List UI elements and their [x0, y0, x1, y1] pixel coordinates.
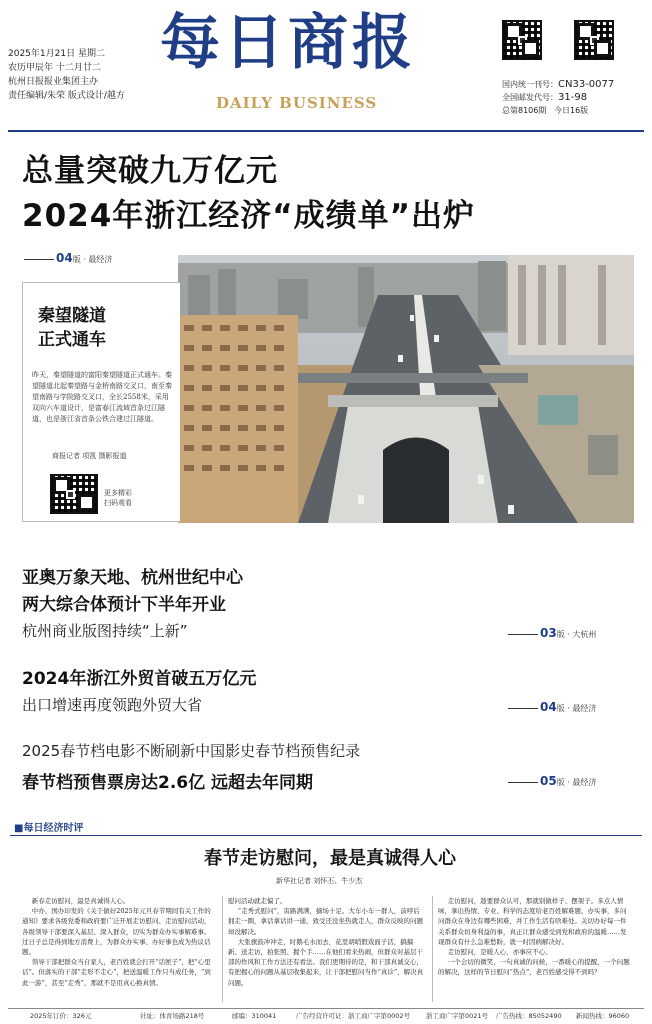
story-1-ref-num: 03 — [540, 626, 557, 640]
footer-zip: 邮编：310041 — [232, 1012, 277, 1020]
story-3-page-ref[interactable] — [508, 774, 596, 788]
newspaper-logo-en: DAILY BUSINESS — [216, 94, 378, 112]
paragraph: 慰问活动就走偏了。 — [228, 897, 287, 905]
footer-price: 2025年订价：326元 — [30, 1012, 92, 1020]
story-3-prehead: 2025春节档电影不断刷新中国影史春节档预售纪录 — [22, 742, 361, 760]
story-2-headline[interactable]: 2024年浙江外贸首破五万亿元 — [22, 669, 257, 689]
story-2-ref-label: 版 · 最经济 — [556, 704, 597, 713]
tunnel-photo[interactable] — [178, 255, 634, 523]
story-1-headline-1[interactable]: 亚奥万象天地、杭州世纪中心 — [22, 568, 243, 588]
footer-ad-license-2: 浙工商广字第0021号 — [426, 1012, 489, 1020]
lead-headline-2[interactable]: 2024年浙江经济“成绩单”出炉 — [22, 198, 476, 234]
publication-info — [502, 78, 614, 117]
column-divider — [222, 896, 223, 1002]
story-2-ref-num: 04 — [540, 700, 557, 714]
qr-code-icon[interactable] — [50, 474, 98, 514]
story-3-ref-label: 版 · 最经济 — [556, 778, 597, 787]
qr-label-2: 扫码观看 — [104, 499, 132, 507]
footer-address: 社址：体育场路218号 — [140, 1012, 205, 1020]
commentary-column-3 — [438, 896, 632, 1004]
photo-story-title-1: 秦望隧道 — [38, 306, 106, 326]
post-value: 31-98 — [558, 92, 588, 103]
lead-ref-num: 04 — [56, 251, 73, 265]
photo-story-text: 昨天，秦望隧道的富阳秦望隧道正式通车。秦望隧道北起秦望路与金桥南路交叉口，南至秦望南路与学院路交叉口，全长2558米，采用双向六车道设计，是富春江流域首条过江隧道，也是浙江省首条公铁合建过江隧道。 — [32, 371, 172, 423]
footer-news-phone: 新闻热线：96060 — [576, 1012, 630, 1020]
issue-number: 总第8106期 — [502, 106, 547, 115]
lead-page-ref[interactable] — [24, 251, 112, 265]
story-1-subhead: 杭州商业版图持续“上新” — [22, 622, 188, 640]
story-2-page-ref[interactable] — [508, 700, 596, 714]
footer-ad-license-1: 广告经营许可证：浙工商广字第0002号 — [296, 1012, 411, 1020]
sponsor: 杭州日报报业集团主办 — [8, 77, 99, 87]
commentary-banner — [10, 818, 642, 836]
lead-ref-label: 版 · 最经济 — [72, 255, 113, 264]
paragraph: 一个会切的微笑，一句真诚的问候，一番暖心的提醒，一个问题的解决，这样的节日慰问“热点”，老百姓感受得不到吗？ — [438, 958, 630, 977]
story-3-ref-num: 05 — [540, 774, 557, 788]
footer-divider — [8, 1008, 644, 1009]
story-1-ref-label: 版 · 大杭州 — [556, 630, 597, 639]
paragraph: 领导干部把群众当自家人，老百姓就会打开“话匣子”，把“心里话”。但落实的干部“走形不走心”，把送温暖工作只当成任务，“到此一游”，甚至“走秀”，那就不是用真心换真情。 — [22, 958, 211, 987]
masthead-divider — [8, 130, 644, 132]
commentary-tag-label: 每日经济时评 — [23, 823, 84, 834]
story-2-subhead: 出口增速再度领跑外贸大省 — [22, 696, 203, 714]
post-label: 全国邮发代号： — [502, 93, 558, 102]
commentary-title[interactable]: 春节走访慰问，最是真诚得人心 — [204, 848, 456, 869]
qr-label — [104, 488, 132, 508]
cn-value: CN33-0077 — [558, 79, 615, 90]
paragraph: 走访慰问，趁要群众认可，那就别做样子、摆架子。多点人情味，拿出热情、专业、科学的态度给老百姓解难题、办实事，多问问群众在身边有哪些困难，并工作生活有啥难处。关切办好每一件关系群众切身利益的事，真正让群众感受到党和政府的温暖……发现群众有什么急难愁盼，就一时因病解决好。 — [438, 897, 627, 946]
column-divider — [432, 896, 433, 1002]
lead-headline-1[interactable]: 总量突破九万亿元 — [22, 153, 278, 189]
story-3-headline[interactable]: 春节档预售票房达2.6亿 远超去年同期 — [22, 773, 314, 793]
commentary-column-2 — [228, 896, 426, 1004]
page-count: 今日16版 — [554, 106, 589, 115]
editors: 责任编辑/朱荣 版式设计/越方 — [8, 91, 125, 101]
qr-code-icon[interactable] — [502, 20, 542, 60]
newspaper-logo: 每日商报 — [160, 8, 416, 78]
paragraph: 中办、国办印发的《关于做好2025年元旦春节期间有关工作的通知》要求各级党委和政府要广泛开展走访慰问、走访慰问活动，各级领导干部要深入基层、深入群众，切实为群众办实事解难事。过日子总是得到地方消费上，为群众办实事、办好事也成为热议话题。 — [22, 907, 211, 957]
qr-code-icon[interactable] — [574, 20, 614, 60]
story-1-headline-2[interactable]: 两大综合体预计下半年开业 — [22, 595, 226, 615]
photo-story-title-2: 正式通车 — [38, 330, 106, 350]
qr-label-1: 更多精彩 — [104, 489, 132, 497]
photo-story-title[interactable] — [38, 304, 106, 352]
lunar-date: 农历甲辰年 十二月廿二 — [8, 63, 101, 73]
paragraph: “走秀式慰问”，害路满满，摘场十足。大车小车一群人，前呼后拥走一圈，拿话拿话讲一通，致受还没坐热就走人，群众反映的问题却没解决。 — [228, 907, 423, 936]
cn-label: 国内统一刊号： — [502, 80, 558, 89]
masthead-info — [8, 47, 125, 103]
paragraph: 新春走访慰问，最是真诚得人心。 — [31, 897, 130, 905]
photo-credit: 商报记者 项凯 摄影报道 — [52, 452, 127, 460]
paragraph: 走访慰问，是暖人心，亦事应不心。 — [447, 948, 552, 957]
footer-ad-phone: 广告热线：85052490 — [496, 1012, 562, 1020]
issue-date: 2025年1月21日 星期二 — [8, 49, 105, 59]
commentary-byline: 新华社记者 刘怀丕、牛少杰 — [276, 877, 363, 885]
story-1-page-ref[interactable] — [508, 626, 596, 640]
paragraph: 大张旗鼓冲冲走，时鹅毛水而去，花里胡哨假戏面子活，搞搞新、送走访，拍张照、握个手……在他们看来热闹，但群众对基层干部的作风和工作方法还有看法。我们更期待的是，和干部真诚交心，有把握心的问题从基层收集起来，让干部把慰问当作“真诊”，解决真问题。 — [228, 937, 424, 987]
commentary-tag[interactable]: ■每日经济时评 — [14, 823, 84, 834]
commentary-column-1 — [22, 896, 216, 1004]
